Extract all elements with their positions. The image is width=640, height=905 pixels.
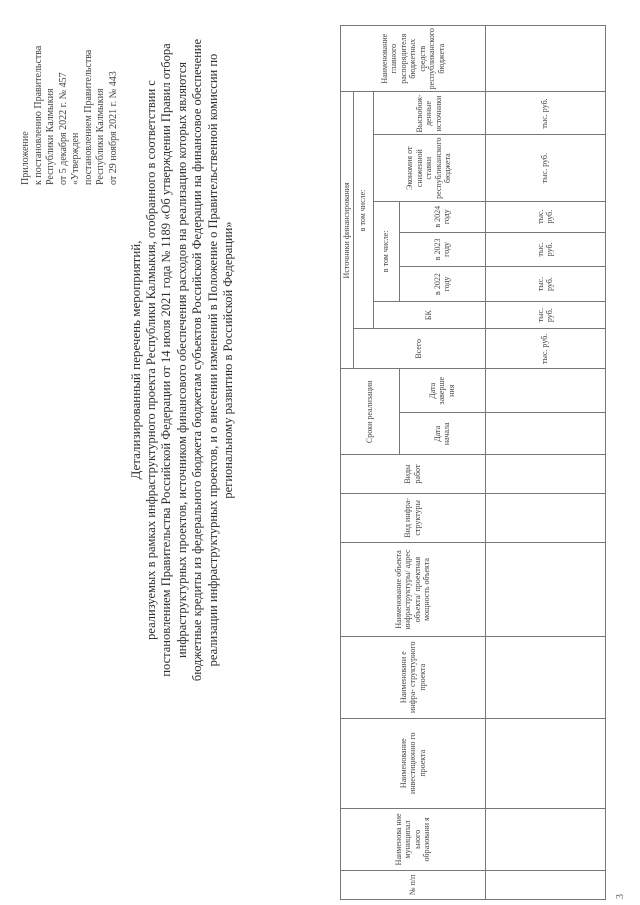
cell [485,493,605,542]
unit-2022: тыс. руб. [485,267,605,302]
cell [485,808,605,870]
header-2023: в 2023 году [399,232,485,267]
title-line: Детализированный перечень мероприятий, [128,240,143,480]
cell [485,369,605,413]
cell [485,26,605,92]
header-end: Дата заверше ния [399,369,485,413]
appendix-line: Республики Калмыкия [45,88,56,185]
header-main-manager: Наименование главного распорядителя бюджетных средств республиканского бюджета [341,26,486,92]
header-2022: в 2022 году [399,267,485,302]
header-infra-project: Наименовани е инфра- структурного проекта [341,636,486,718]
header-infra-object: Наименование объекта инфраструктуры/ адрес объекта/ проектная мощность объекта [341,543,486,637]
header-start: Дата начала [399,413,485,455]
header-infra-type: Вид инфра- структуры [341,493,486,542]
document-title [128,15,237,705]
header-terms: Сроки реализации [341,369,400,455]
title-line: региональному развитию в Российской Федерации» [221,221,235,499]
title-line: реализуемых в рамках инфраструктурного проекта Республики Калмыкия, отобранного в соответствии с [143,80,158,640]
header-work-types: Виды работ [341,455,486,493]
appendix-line: от 5 декабря 2022 г. № 457 [57,72,69,185]
cell [485,455,605,493]
approved-line: Республики Калмыкия [95,88,106,185]
page-number: 3 [615,894,626,899]
header-municipality: Наименова ние муниципал ьного образовани я [341,808,486,870]
header-free: Высвобож-денные источники [373,92,485,135]
appendix-line: к постановлению Правительства [32,45,44,185]
header-no: № п/п [341,870,486,899]
title-line: реализации инфраструктурных проектов, и о внесении изменений в Положение о Правительственной комиссии по [205,53,220,667]
title-line: инфраструктурных проектов, источником финансового обеспечения расходов на реализацию которых являются [174,61,189,659]
measures-table [340,25,606,900]
approved-line: «Утвержден [70,132,81,185]
title-line: бюджетные кредиты из федерального бюджета бюджетам субъектов Российской Федерации на финансовое обеспечение [190,38,204,682]
appendix-line: Приложение [20,131,31,185]
header-incl2: в том числе: [373,201,399,301]
header-sources: Источники финансирования [341,92,354,369]
unit-free: тыс. руб. [485,92,605,135]
cell [485,543,605,637]
header-saved: Экономия от сниженной ставки республиканского бюджета [373,135,485,201]
unit-total: тыс. руб. [485,329,605,369]
units-row [485,26,605,900]
appendix-block [20,5,70,185]
unit-2024: тыс. руб. [485,201,605,232]
cell [485,718,605,808]
header-investment-project: Наименование инвестиционно го проекта [341,718,486,808]
unit-2023: тыс. руб. [485,232,605,267]
unit-saved: тыс. руб. [485,135,605,201]
cell [485,636,605,718]
header-2024: в 2024 году [399,201,485,232]
cell [485,870,605,899]
header-incl: в том числе: [353,92,373,329]
header-total: Всего [353,329,485,369]
title-line: постановлением Правительства Российской Федерации от 14 июля 2021 года № 1189 «Об утверждении Правил отбора [159,43,173,677]
approved-block [70,5,120,185]
approved-line: постановлением Правительства [82,49,94,185]
approved-line: от 29 ноября 2021 г. № 443 [107,71,119,185]
unit-bk: тыс. руб. [485,301,605,329]
cell [485,413,605,455]
header-row [341,26,354,900]
header-bk: БК [373,301,485,329]
